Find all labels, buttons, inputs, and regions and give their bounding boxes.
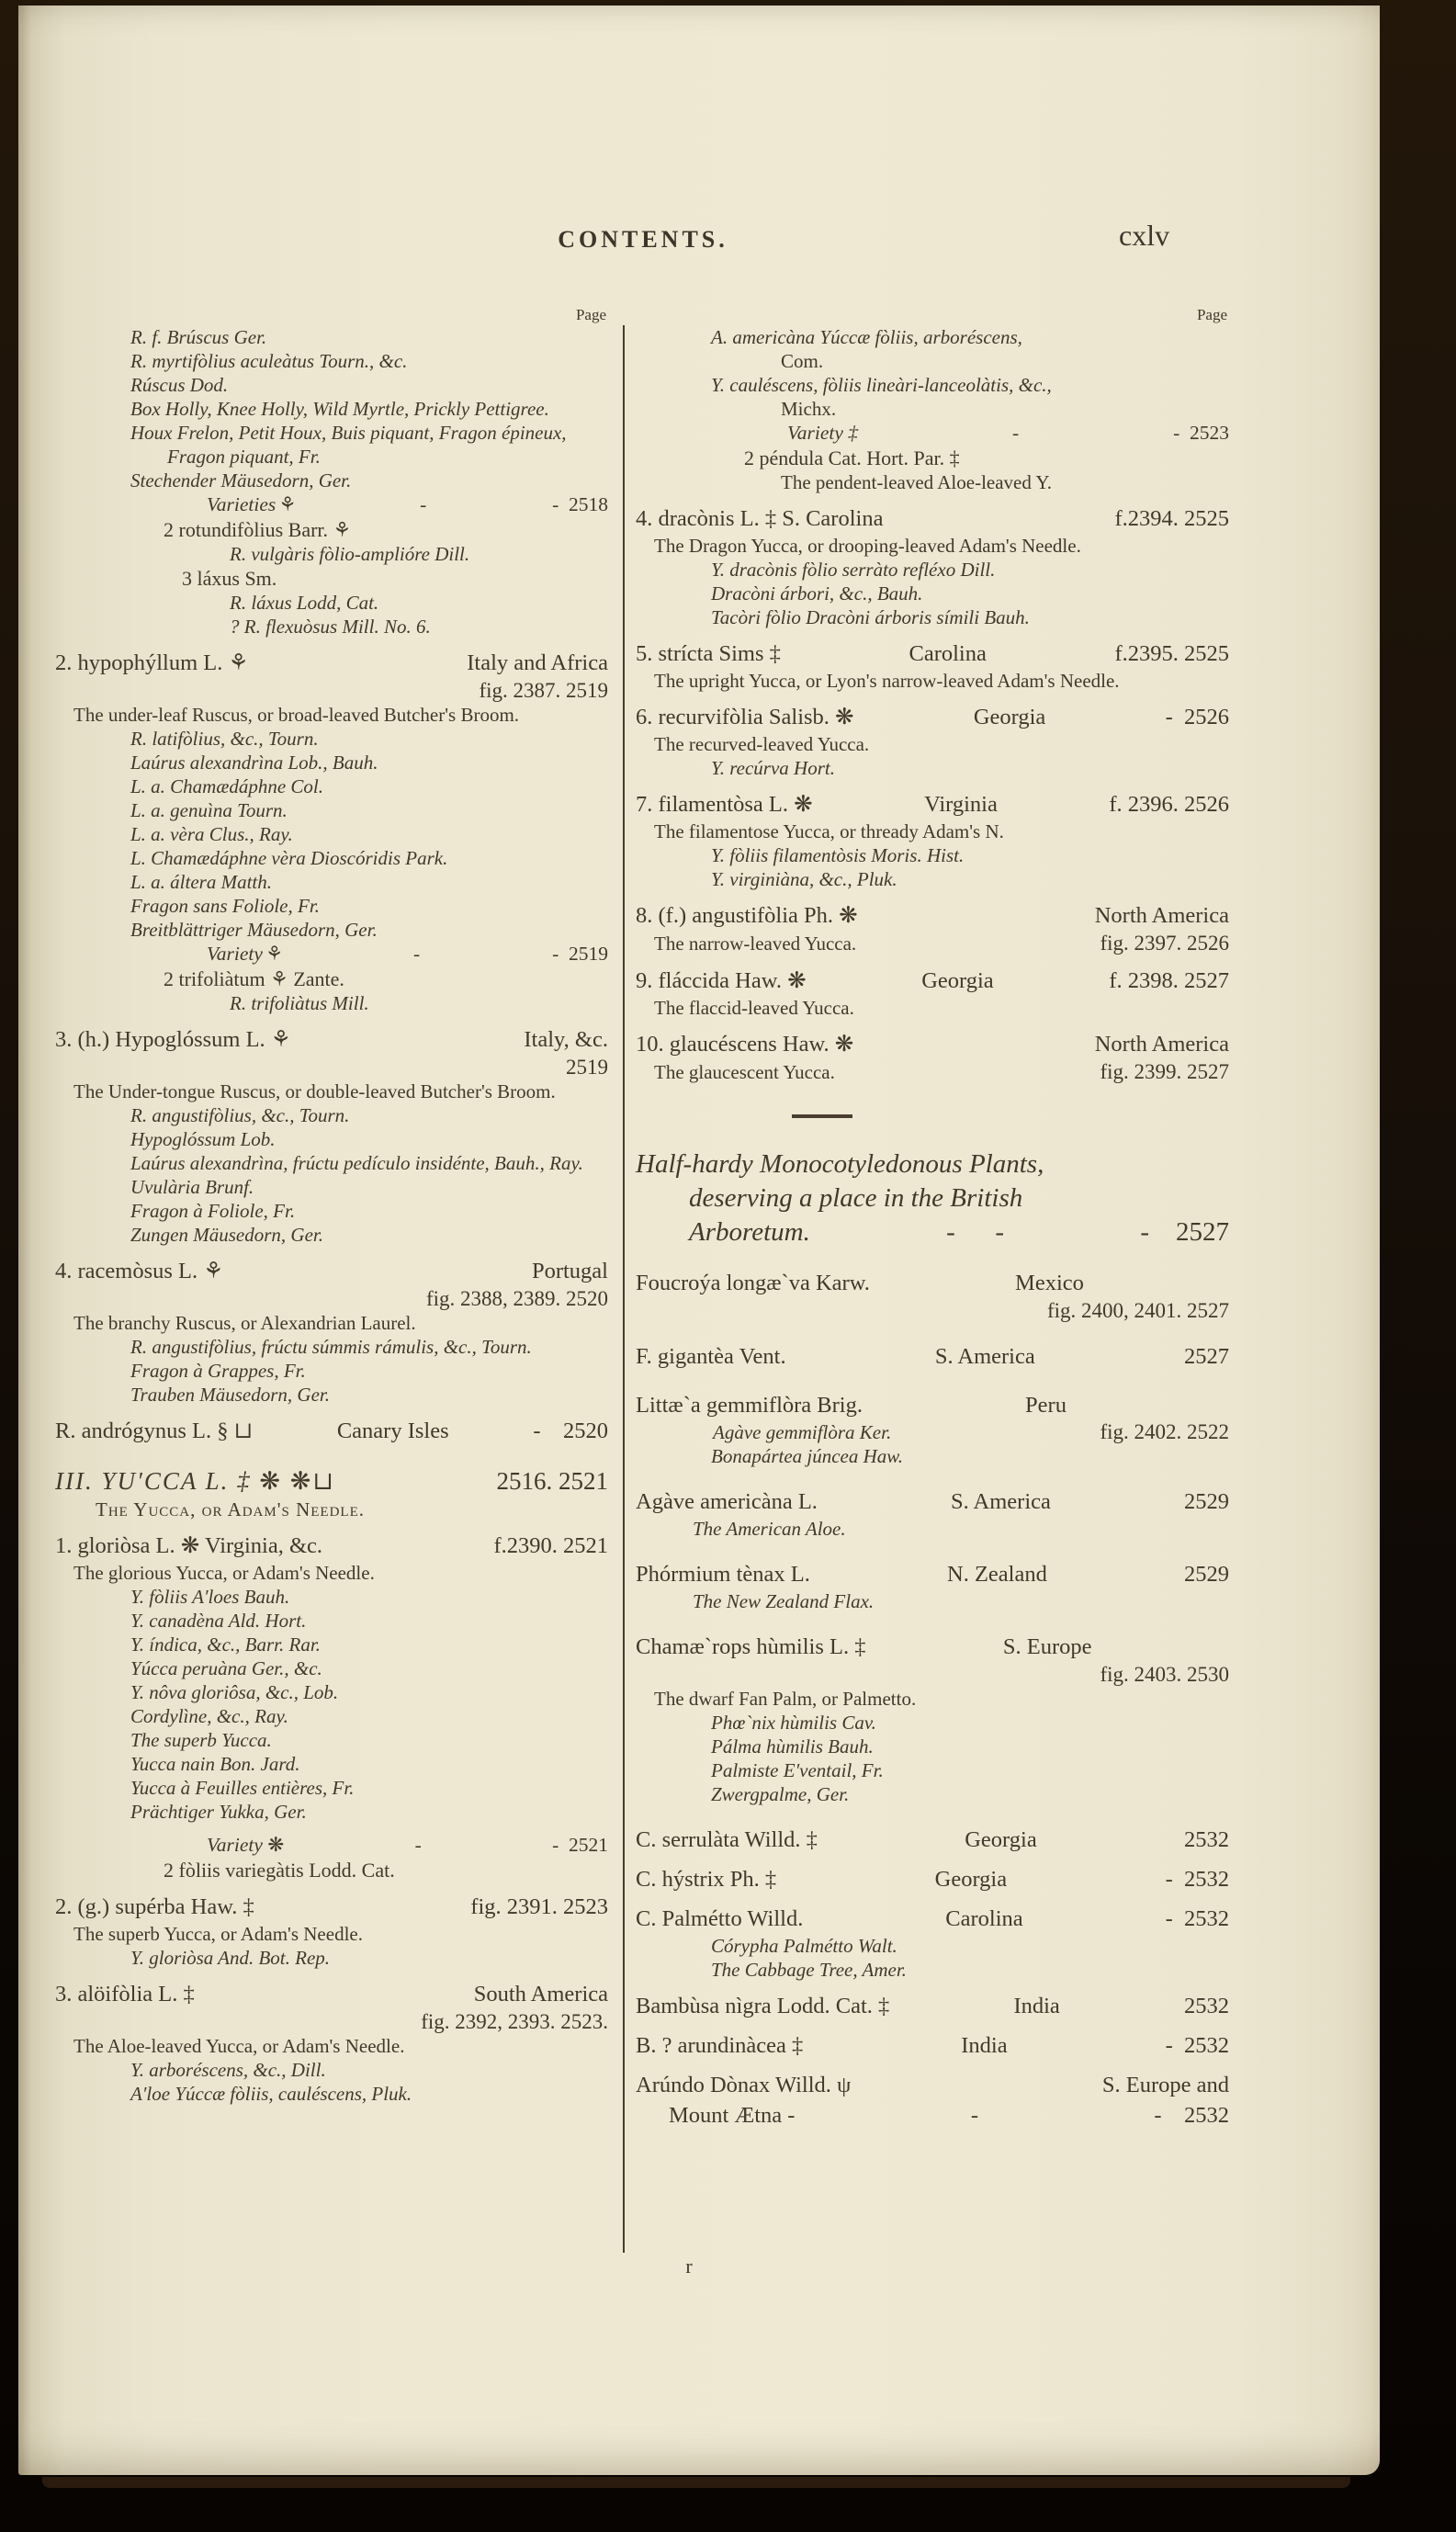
spacer: [636, 780, 1229, 789]
toc-page-ref: 2527: [1184, 1344, 1229, 1369]
toc-line: R. myrtifòlius aculeàtus Tourn., &c.: [130, 350, 408, 372]
toc-page-ref: - 2532: [1165, 1867, 1229, 1892]
toc-page-ref: fig. 2402. 2522: [1100, 1420, 1229, 1443]
toc-page-ref: - 2523: [1173, 422, 1229, 444]
toc-line: The recurved-leaved Yucca.: [654, 733, 870, 755]
toc-page-ref: f.2394. 2525: [1114, 506, 1229, 531]
spacer: [636, 891, 1229, 900]
toc-line: [636, 1864, 1229, 1894]
spacer: [55, 1882, 608, 1892]
spacer: [636, 2061, 1229, 2070]
toc-line: 2 fòliis variegàtis Lodd. Cat.: [164, 1859, 395, 1882]
toc-page-ref: f. 2398. 2527: [1109, 968, 1229, 993]
toc-page-ref: South America: [473, 1982, 608, 2006]
toc-mid-dash: Georgia: [934, 1867, 1008, 1892]
toc-text: Arboretum.: [689, 1217, 810, 1247]
toc-line: [636, 639, 1229, 669]
toc-line: The Yucca, or Adam's Needle.: [96, 1498, 366, 1520]
toc-page-ref: - 2526: [1165, 705, 1229, 729]
toc-mid-dash: -: [1011, 422, 1020, 444]
toc-line: [636, 421, 1229, 446]
toc-line: [636, 702, 1229, 732]
toc-page-ref: f.2395. 2525: [1114, 641, 1229, 666]
spacer: [636, 1323, 1229, 1341]
toc-line: Bonapártea júncea Haw.: [711, 1445, 903, 1467]
toc-line: Prächtiger Yukka, Ger.: [130, 1801, 307, 1823]
spacer: [55, 1521, 608, 1531]
column-page-label: Page: [1196, 306, 1227, 323]
toc-line: [636, 1215, 1229, 1249]
toc-mid-dash: Carolina: [945, 1906, 1023, 1931]
toc-line: Y. nôva gloriôsa, &c., Lob.: [130, 1681, 339, 1703]
column-divider-rule: [623, 325, 625, 2253]
toc-page-ref: 2529: [1184, 1489, 1229, 1514]
toc-line: Fragon à Grappes, Fr.: [130, 1360, 306, 1382]
toc-line: fig. 2400, 2401. 2527: [1046, 1299, 1229, 1322]
toc-line: [55, 1024, 608, 1055]
toc-mid-dash: Canary Isles: [336, 1419, 449, 1443]
toc-line: R. trifoliàtus Mill.: [230, 992, 369, 1014]
toc-line: Y. índica, &c., Barr. Rar.: [130, 1633, 321, 1656]
toc-page-ref: Italy, &c.: [524, 1027, 608, 1052]
toc-line: R. vulgàris fòlio-amplióre Dill.: [230, 543, 470, 565]
toc-line: The New Zealand Flax.: [693, 1590, 875, 1612]
toc-text: C. Palmétto Willd.: [636, 1906, 804, 1931]
toc-page-ref: Portugal: [531, 1259, 608, 1283]
spacer: [636, 1855, 1229, 1864]
toc-line: The branchy Ruscus, or Alexandrian Laurel.: [73, 1312, 416, 1334]
toc-line: The Cabbage Tree, Amer.: [711, 1959, 907, 1981]
toc-text: Mount Ætna -: [669, 2103, 796, 2128]
printer-signature-mark: r: [685, 2255, 693, 2278]
toc-line: Fragon sans Foliole, Fr.: [130, 895, 320, 917]
toc-text: 5. strícta Sims ‡: [636, 641, 781, 666]
toc-line: Laúrus alexandrìna Lob., Bauh.: [130, 752, 378, 774]
toc-line: Y. dracònis fòlio serràto refléxo Dill.: [711, 559, 996, 581]
toc-line: [636, 1420, 1229, 1444]
toc-line: [55, 1256, 608, 1286]
toc-text: R. andrógynus L. § ⊔: [55, 1419, 254, 1443]
spacer: [55, 1824, 608, 1833]
toc-line: [636, 900, 1229, 931]
toc-mid-dash: Georgia: [973, 705, 1046, 729]
toc-line: [636, 1341, 1229, 1372]
toc-line: L. Chamædáphne vèra Dioscóridis Park.: [130, 847, 448, 869]
toc-text: 2. hypophýllum L. ⚘: [55, 650, 249, 675]
toc-line: Córypha Palmétto Walt.: [711, 1935, 897, 1957]
toc-line: fig. 2388, 2389. 2520: [425, 1287, 608, 1310]
toc-text: 4. racemòsus L. ⚘: [55, 1259, 224, 1283]
toc-page-ref: North America: [1094, 903, 1229, 928]
toc-page-ref: Italy and Africa: [467, 650, 608, 675]
spacer: [55, 1970, 608, 1979]
toc-line: Com.: [781, 350, 824, 372]
toc-mid-dash: Peru: [1025, 1393, 1067, 1418]
toc-page-ref: fig. 2391. 2523: [470, 1894, 608, 1919]
spacer: [55, 1247, 608, 1256]
section-divider-rule: [792, 1114, 852, 1118]
toc-page-ref: 2532: [1184, 1994, 1229, 2018]
toc-text: Chamæ`rops hùmilis L. ‡: [636, 1634, 866, 1659]
toc-page-ref: f.2390. 2521: [493, 1533, 608, 1558]
toc-line: [636, 1632, 1229, 1662]
toc-line: fig. 2392, 2393. 2523.: [421, 2010, 608, 2033]
toc-line: [636, 2030, 1229, 2061]
toc-line: The superb Yucca.: [130, 1729, 272, 1751]
toc-page-ref: - 2527: [1140, 1217, 1229, 1247]
toc-text: Agàve gemmiflòra Ker.: [713, 1421, 892, 1443]
toc-page-ref: - 2532: [1154, 2103, 1229, 2128]
toc-line: The filamentose Yucca, or thready Adam's N.: [654, 820, 1004, 842]
toc-line: The Aloe-leaved Yucca, or Adam's Needle.: [73, 2035, 405, 2057]
toc-line: 2 péndula Cat. Hort. Par. ‡: [744, 446, 960, 469]
toc-line: The Under-tongue Ruscus, or double-leaved Butcher's Broom.: [73, 1080, 556, 1102]
toc-line: R. f. Brúscus Ger.: [130, 326, 267, 348]
toc-line: [636, 2070, 1229, 2100]
spacer: [636, 1982, 1229, 1991]
toc-line: Y. fòliis filamentòsis Moris. Hist.: [711, 844, 965, 866]
toc-mid-dash: India: [961, 2033, 1008, 2058]
toc-line: L. a. genuìna Tourn.: [130, 799, 288, 821]
toc-page-ref: - 2532: [1165, 1906, 1229, 1931]
spacer: [55, 1446, 608, 1464]
spacer: [636, 1806, 1229, 1825]
spacer: [55, 1407, 608, 1416]
spacer: [636, 1541, 1229, 1559]
toc-line: The pendent-leaved Aloe-leaved Y.: [781, 471, 1053, 493]
toc-line: Box Holly, Knee Holly, Wild Myrtle, Prickly Pettigree.: [130, 398, 549, 420]
toc-line: Zwergpalme, Ger.: [711, 1783, 850, 1805]
toc-line: Fragon à Foliole, Fr.: [130, 1200, 296, 1222]
toc-line: The under-leaf Ruscus, or broad-leaved Butcher's Broom.: [73, 704, 520, 726]
toc-text: Varieties ⚘: [207, 493, 295, 515]
toc-line: Uvulària Brunf.: [130, 1176, 254, 1198]
toc-text: Variety ‡: [787, 422, 859, 444]
toc-page-ref: fig. 2399. 2527: [1100, 1060, 1229, 1083]
toc-line: The Dragon Yucca, or drooping-leaved Adam's Needle.: [654, 535, 1081, 557]
toc-line: [636, 1825, 1229, 1855]
toc-line: Zungen Mäusedorn, Ger.: [130, 1224, 323, 1246]
toc-text: 1. gloriòsa L. ❋ Virginia, &c.: [55, 1533, 323, 1558]
toc-text: 8. (f.) angustifòlia Ph. ❋: [636, 903, 858, 928]
toc-line: Breitblättriger Mäusedorn, Ger.: [130, 919, 378, 941]
toc-line: [636, 1559, 1229, 1589]
toc-line: A. americàna Yúccæ fòliis, arboréscens,: [711, 326, 1022, 348]
spacer: [55, 639, 608, 648]
toc-text: 6. recurvifòlia Salisb. ❋: [636, 705, 854, 729]
toc-line: [636, 503, 1229, 534]
toc-line: Laúrus alexandrìna, frúctu pedículo insidénte, Bauh., Ray.: [130, 1152, 583, 1174]
toc-page-ref: North America: [1094, 1032, 1229, 1057]
toc-page-ref: fig. 2397. 2526: [1100, 932, 1229, 955]
spacer: [636, 693, 1229, 702]
toc-text: B. ? arundinàcea ‡: [636, 2033, 804, 2058]
toc-mid-dash: India: [1013, 1994, 1060, 2018]
toc-mid-dash: S. Europe: [1002, 1634, 1092, 1659]
toc-mid-dash: - -: [946, 1217, 1004, 1247]
toc-text: Variety ❋: [207, 1834, 285, 1856]
spacer: [636, 1894, 1229, 1904]
toc-line: Half-hardy Monocotyledonous Plants,: [636, 1149, 1044, 1179]
toc-page-ref: f. 2396. 2526: [1109, 792, 1229, 817]
toc-line: fig. 2387. 2519: [479, 679, 608, 702]
toc-text: C. serrulàta Willd. ‡: [636, 1827, 818, 1852]
toc-line: Yúcca peruàna Ger., &c.: [130, 1657, 322, 1679]
toc-text: 2. (g.) supérba Haw. ‡: [55, 1894, 254, 1919]
toc-line: The dwarf Fan Palm, or Palmetto.: [654, 1688, 917, 1710]
toc-line: [55, 1464, 608, 1498]
page-stack-edge: [42, 2477, 1350, 2488]
toc-line: [55, 1416, 608, 1446]
toc-line: [55, 942, 608, 966]
toc-line: [636, 1059, 1229, 1085]
toc-text: The narrow-leaved Yucca.: [654, 933, 857, 955]
toc-mid-dash: Georgia: [921, 968, 994, 993]
toc-text: Arúndo Dònax Willd. ψ: [636, 2073, 852, 2097]
column-page-label: Page: [575, 306, 606, 323]
toc-text: The glaucescent Yucca.: [654, 1061, 835, 1083]
toc-text: Bambùsa nìgra Lodd. Cat. ‡: [636, 1994, 890, 2018]
toc-line: The American Aloe.: [693, 1518, 846, 1540]
toc-line: Rúscus Dod.: [130, 374, 229, 396]
toc-line: [55, 492, 608, 517]
toc-mid-dash: Carolina: [909, 641, 987, 666]
toc-text: C. hýstrix Ph. ‡: [636, 1867, 777, 1892]
toc-line: 2 rotundifòlius Barr. ⚘: [164, 518, 352, 541]
toc-line: The superb Yucca, or Adam's Needle.: [73, 1923, 363, 1945]
spacer: [636, 1613, 1229, 1632]
toc-line: Palmiste E′ventail, Fr.: [711, 1759, 884, 1781]
toc-line: R. angustifòlius, frúctu súmmis rámulis, &c., Tourn.: [130, 1336, 532, 1358]
toc-line: Y. recúrva Hort.: [711, 757, 835, 779]
toc-line: L. a. áltera Matth.: [130, 871, 273, 893]
toc-line: [55, 1833, 608, 1858]
toc-line: ? R. flexuòsus Mill. No. 6.: [230, 616, 431, 638]
toc-line: fig. 2403. 2530: [1100, 1663, 1229, 1686]
toc-line: [636, 931, 1229, 956]
toc-page-ref: S. Europe and: [1101, 2073, 1229, 2097]
toc-page-ref: - 2532: [1165, 2033, 1229, 2058]
toc-line: [636, 789, 1229, 820]
toc-line: Tacòri fòlio Dracòni árboris símili Bauh.: [711, 606, 1030, 628]
toc-line: The upright Yucca, or Lyon's narrow-leaved Adam's Needle.: [654, 670, 1120, 692]
spacer: [636, 1020, 1229, 1029]
spacer: [636, 1372, 1229, 1390]
toc-line: Yucca à Feuilles entières, Fr.: [130, 1777, 355, 1799]
toc-line: The flaccid-leaved Yucca.: [654, 997, 854, 1019]
toc-line: Stechender Mäusedorn, Ger.: [130, 469, 352, 492]
left-column: [55, 305, 608, 2106]
spacer: [636, 2021, 1229, 2030]
toc-line: [55, 1892, 608, 1922]
toc-line: deserving a place in the British: [689, 1183, 1023, 1213]
toc-line: Yucca nain Bon. Jard.: [130, 1753, 300, 1775]
toc-line: 2 trifoliàtum ⚘ Zante.: [164, 967, 344, 990]
toc-line: Y. virginiàna, &c., Pluk.: [711, 868, 897, 890]
toc-text: Variety ⚘: [207, 943, 281, 965]
toc-line: [636, 1486, 1229, 1517]
toc-text: 9. fláccida Haw. ❋: [636, 968, 807, 993]
page-paper: [18, 6, 1380, 2475]
toc-line: [636, 1268, 1229, 1298]
toc-line: [636, 2100, 1229, 2131]
toc-line: 2519: [566, 1056, 608, 1079]
toc-line: Trauben Mäusedorn, Ger.: [130, 1384, 331, 1406]
spacer: [636, 1468, 1229, 1486]
toc-line: L. a. vèra Clus., Ray.: [130, 823, 293, 845]
toc-page-ref: - 2520: [533, 1419, 608, 1443]
toc-mid-dash: -: [420, 493, 427, 515]
toc-line: [636, 1904, 1229, 1934]
spacer: [636, 629, 1229, 639]
toc-line: Pálma hùmilis Bauh.: [711, 1735, 874, 1758]
toc-line: [636, 1029, 1229, 1059]
toc-line: Hypoglóssum Lob.: [130, 1128, 276, 1150]
toc-mid-dash: N. Zealand: [947, 1562, 1047, 1587]
toc-line: Cordylìne, &c., Ray.: [130, 1705, 288, 1727]
toc-line: 3 láxus Sm.: [182, 567, 277, 590]
toc-line: Y. gloriòsa And. Bot. Rep.: [130, 1947, 331, 1969]
toc-line: [55, 648, 608, 678]
toc-line: [55, 1531, 608, 1561]
toc-page-ref: - 2521: [552, 1834, 608, 1856]
toc-line: A′loe Yúccæ fòliis, cauléscens, Pluk.: [130, 2083, 412, 2105]
toc-line: The glorious Yucca, or Adam's Needle.: [73, 1562, 375, 1584]
toc-line: Houx Frelon, Petit Houx, Buis piquant, Fragon épineux, Fragon piquant, Fr.: [130, 422, 567, 468]
toc-text: Phórmium tènax L.: [636, 1562, 810, 1587]
toc-line: Dracòni árbori, &c., Bauh.: [711, 582, 923, 605]
spacer: [636, 1129, 1229, 1147]
toc-line: R. láxus Lodd, Cat.: [230, 592, 379, 614]
spacer: [55, 1015, 608, 1024]
toc-line: Michx.: [781, 398, 837, 420]
spacer: [636, 494, 1229, 503]
toc-mid-dash: S. America: [951, 1489, 1051, 1514]
toc-mid-dash: -: [970, 2103, 978, 2128]
toc-line: Y. fòliis A′loes Bauh.: [130, 1586, 290, 1608]
spacer: [636, 956, 1229, 966]
toc-line: Y. arboréscens, &c., Dill.: [130, 2059, 326, 2081]
toc-text: Foucroýa longæ`va Karw.: [636, 1271, 870, 1295]
toc-text: Agàve americàna L.: [636, 1489, 818, 1514]
toc-text: F. gigantèa Vent.: [636, 1344, 786, 1369]
toc-line: R. latifòlius, &c., Tourn.: [130, 728, 319, 750]
toc-text: III. YU′CCA L. ‡ ❋ ❋⊔: [55, 1467, 336, 1495]
toc-mid-dash: S. America: [934, 1344, 1035, 1369]
toc-mid-dash: Georgia: [965, 1827, 1037, 1852]
page-folio: cxlv: [1119, 219, 1170, 252]
toc-text: 4. dracònis L. ‡ S. Carolina: [636, 506, 884, 531]
toc-mid-dash: Virginia: [924, 792, 998, 817]
toc-line: [55, 1979, 608, 2009]
toc-page-ref: 2529: [1184, 1562, 1229, 1587]
toc-line: Y. canadèna Ald. Hort.: [130, 1610, 307, 1632]
toc-mid-dash: Mexico: [1015, 1271, 1084, 1295]
toc-line: R. angustifòlius, &c., Tourn.: [130, 1104, 350, 1126]
toc-line: Y. cauléscens, fòliis lineàri-lanceolàtis, &c.,: [711, 374, 1052, 396]
toc-line: [636, 1390, 1229, 1420]
toc-mid-dash: -: [412, 943, 421, 965]
toc-text: 3. alöifòlia L. ‡: [55, 1982, 195, 2006]
toc-page-ref: 2516. 2521: [496, 1467, 608, 1495]
toc-line: L. a. Chamædáphne Col.: [130, 775, 324, 797]
right-column: [636, 305, 1229, 2131]
toc-text: 3. (h.) Hypoglóssum L. ⚘: [55, 1027, 291, 1052]
spacer: [636, 1085, 1229, 1103]
toc-line: [636, 1991, 1229, 2021]
toc-text: 10. glaucéscens Haw. ❋: [636, 1032, 854, 1057]
toc-text: Littæ`a gemmiflòra Brig.: [636, 1393, 863, 1418]
toc-page-ref: 2532: [1184, 1827, 1229, 1852]
toc-line: Phœ`nix hùmilis Cav.: [711, 1712, 876, 1734]
toc-page-ref: - 2519: [552, 943, 608, 965]
spacer: [636, 1249, 1229, 1268]
page-title: CONTENTS.: [558, 226, 728, 253]
toc-line: [636, 966, 1229, 996]
toc-text: 7. filamentòsa L. ❋: [636, 792, 813, 817]
toc-mid-dash: -: [414, 1834, 422, 1856]
toc-page-ref: - 2518: [552, 493, 608, 515]
